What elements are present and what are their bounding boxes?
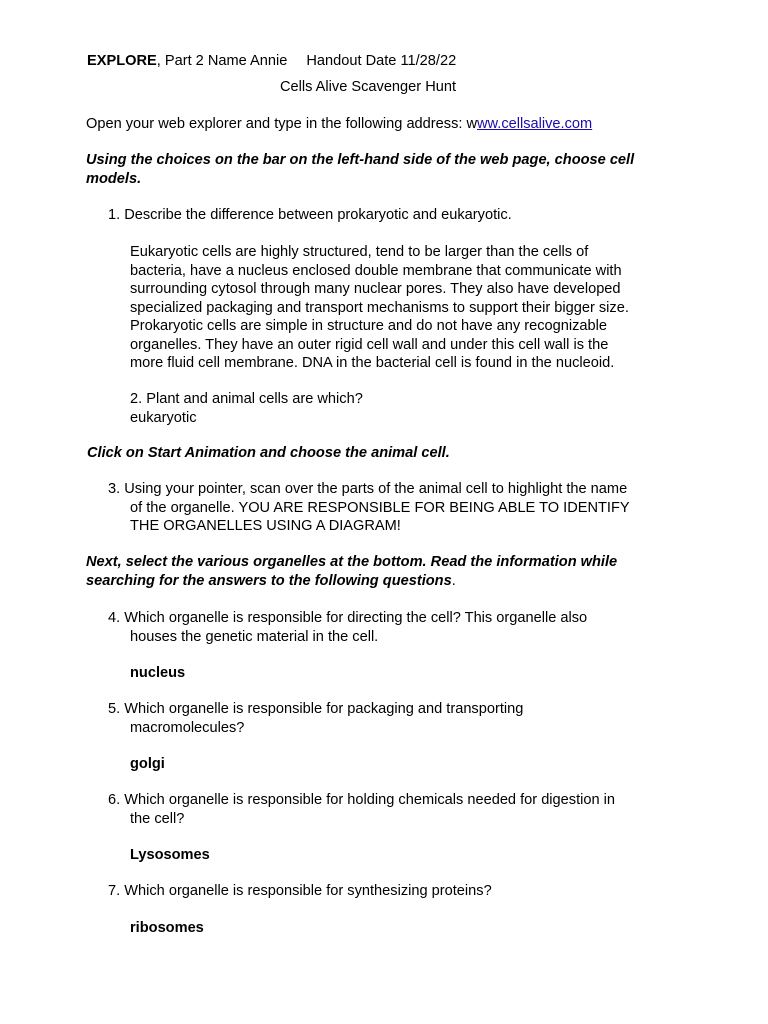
question-6-line: the cell?	[130, 810, 185, 827]
handout-date: Handout Date 11/28/22	[306, 53, 457, 69]
instruction-3-period: .	[451, 572, 456, 589]
answer-1	[130, 243, 649, 373]
question-4-line: 4. Which organelle is responsible for directing the cell? This organelle also	[108, 610, 588, 626]
part-name: , Part 2 Name Annie	[156, 53, 288, 69]
question-3-line: THE ORGANELLES USING A DIAGRAM!	[130, 518, 401, 534]
instruction-1	[86, 151, 634, 188]
instruction-3-line-1: Next, select the various organelles at the bottom. Read the information while	[86, 554, 618, 570]
question-6-line: 6. Which organelle is responsible for holding chemicals needed for digestion in	[108, 792, 616, 808]
answer-1-line: organelles. They have an outer rigid cell wall and under this cell wall is the	[130, 336, 609, 353]
question-3-line: of the organelle. YOU ARE RESPONSIBLE FOR BEING ABLE TO IDENTIFY	[130, 499, 630, 516]
answer-6: Lysosomes	[130, 847, 210, 863]
question-4-line: houses the genetic material in the cell.	[130, 628, 379, 645]
answer-1-line: Prokaryotic cells are simple in structure and do not have any recognizable	[130, 318, 607, 334]
question-7: 7. Which organelle is responsible for synthesizing proteins?	[108, 883, 492, 899]
intro-line	[86, 115, 592, 134]
answer-1-line: surrounding cytosol through many nuclear pores. They also have developed	[130, 281, 621, 297]
page-title: Cells Alive Scavenger Hunt	[280, 79, 457, 95]
answer-1-line: specialized packaging and transport mechanisms to support their bigger size.	[130, 299, 629, 316]
explore-label: EXPLORE	[87, 53, 157, 69]
instruction-3-line-2: searching for the answers to the following questions	[86, 572, 452, 589]
answer-5: golgi	[130, 756, 165, 772]
question-3-line: 3. Using your pointer, scan over the parts of the animal cell to highlight the name	[108, 481, 628, 497]
answer-7: ribosomes	[130, 920, 204, 936]
cellsalive-link[interactable]: ww.cellsalive.com	[477, 116, 593, 132]
instruction-3	[86, 553, 617, 590]
instruction-2: Click on Start Animation and choose the animal cell.	[87, 445, 450, 461]
question-1: 1. Describe the difference between prokaryotic and eukaryotic.	[108, 207, 512, 223]
instruction-1-line-1: Using the choices on the bar on the left-hand side of the web page, choose cell	[86, 152, 635, 168]
answer-1-line: more fluid cell membrane. DNA in the bacterial cell is found in the nucleoid.	[130, 355, 615, 371]
question-2: 2. Plant and animal cells are which?	[130, 391, 363, 407]
answer-4: nucleus	[130, 665, 186, 681]
answer-1-line: Eukaryotic cells are highly structured, tend to be larger than the cells of	[130, 244, 589, 260]
question-4	[108, 609, 587, 646]
question-5	[108, 700, 523, 737]
answer-2: eukaryotic	[130, 410, 197, 426]
question-6	[108, 791, 615, 828]
instruction-1-line-2: models.	[86, 170, 142, 187]
intro-text: Open your web explorer and type in the following address: w	[86, 116, 478, 132]
header-line	[87, 52, 456, 71]
answer-1-line: bacteria, have a nucleus enclosed double membrane that communicate with	[130, 262, 622, 279]
question-5-line: macromolecules?	[130, 719, 245, 736]
question-3	[108, 480, 630, 536]
question-5-line: 5. Which organelle is responsible for packaging and transporting	[108, 701, 524, 717]
